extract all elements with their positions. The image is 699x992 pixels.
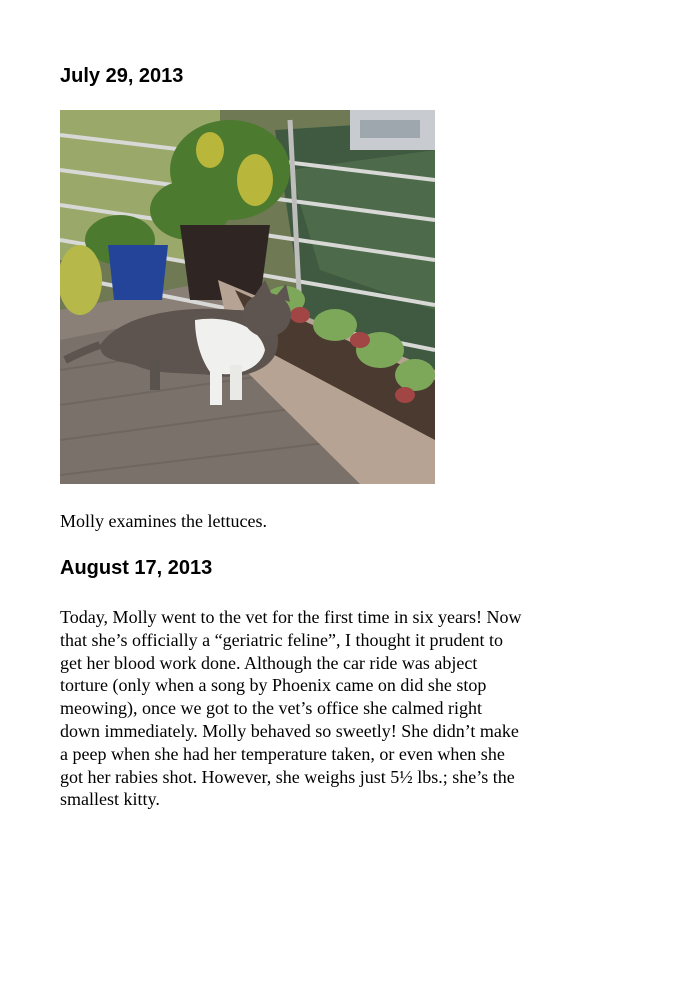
photo-caption: Molly examines the lettuces. [60, 511, 267, 531]
body-line: got her rabies shot. However, she weighs just 5½ lbs.; she’s the [60, 766, 515, 787]
body-line: Today, Molly went to the vet for the first time in six years! Now [60, 607, 522, 627]
entry-body [60, 606, 620, 811]
body-line: smallest kitty. [60, 789, 160, 810]
entry-date-heading: August 17, 2013 [60, 557, 213, 579]
body-line: get her blood work done. Although the car ride was abject [60, 652, 478, 673]
body-line: meowing), once we got to the vet’s office she calmed right [60, 698, 483, 719]
body-line: that she’s officially a “geriatric feline”, I thought it prudent to [60, 629, 504, 650]
body-line: a peep when she had her temperature taken, or even when she [60, 743, 505, 764]
cat-on-balcony-photo [60, 110, 435, 484]
body-line: torture (only when a song by Phoenix came on did she stop [60, 675, 487, 696]
entry-date-heading: July 29, 2013 [60, 65, 184, 87]
body-line: down immediately. Molly behaved so sweetly! She didn’t make [60, 720, 519, 741]
